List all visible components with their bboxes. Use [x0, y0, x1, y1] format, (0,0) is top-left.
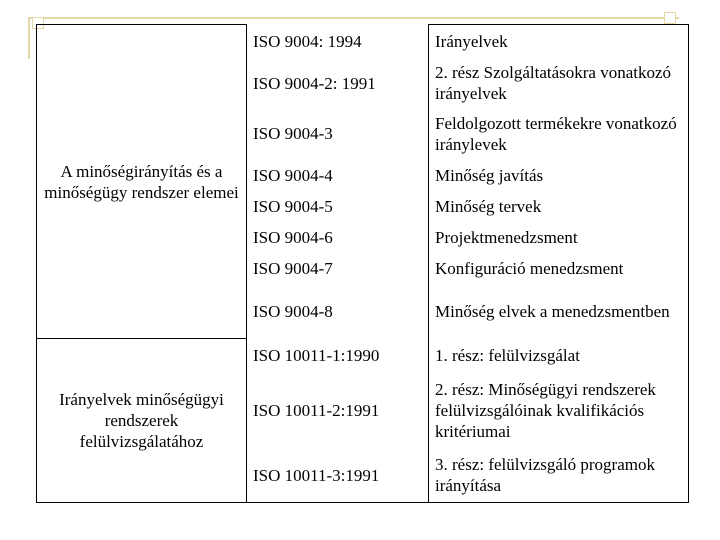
description-cell: Projektmenedzsment [429, 222, 689, 253]
standard-cell: ISO 9004-5 [253, 196, 333, 216]
description-cell: Minőség tervek [429, 191, 689, 222]
iso-standards-table [36, 24, 689, 503]
standard-cell: ISO 10011-1:1990 [253, 345, 380, 365]
description-cell: 2. rész: Minőségügyi rendszerek felülvizsgálóinak kvalifikációs kritériumai [429, 372, 689, 449]
decorative-frame-line [28, 17, 679, 19]
category-cell [37, 339, 247, 503]
category-cell [37, 25, 247, 339]
standard-cell: ISO 9004-7 [253, 258, 333, 278]
standard-cell: ISO 9004-3 [253, 124, 333, 143]
description-cell: 3. rész: felülvizsgáló programok irányítása [429, 449, 689, 503]
table-row [37, 25, 689, 59]
category-label: Irányelvek minőségügyi rendszerek felülvizsgálatához [59, 390, 224, 451]
standard-cell: ISO 9004-4 [253, 165, 333, 185]
description-cell: Minőség elvek a menedzsmentben [429, 284, 689, 339]
standard-cell: ISO 10011-3:1991 [247, 449, 429, 503]
description-cell: 1. rész: felülvizsgálat [429, 339, 689, 372]
standard-cell: ISO 10011-2:1991 [253, 400, 380, 420]
description-cell: Minőség javítás [429, 160, 689, 191]
standard-cell: ISO 9004-6 [253, 227, 333, 247]
description-cell: 2. rész Szolgáltatásokra vonatkozó irányelvek [429, 59, 689, 108]
decorative-corner-square [664, 12, 676, 24]
description-cell: Feldolgozott termékekre vonatkozó iránylevek [429, 108, 689, 160]
standard-cell: ISO 9004-2: 1991 [253, 73, 376, 93]
category-label: A minőségirányítás és a minőségügy rendszer elemei [44, 161, 239, 202]
description-cell: Konfiguráció menedzsment [429, 253, 689, 284]
decorative-frame-line [28, 17, 30, 59]
table-row [37, 339, 689, 372]
standard-cell: ISO 9004: 1994 [253, 32, 362, 51]
description-cell: Irányelvek [429, 25, 689, 59]
standard-cell: ISO 9004-8 [253, 301, 333, 321]
